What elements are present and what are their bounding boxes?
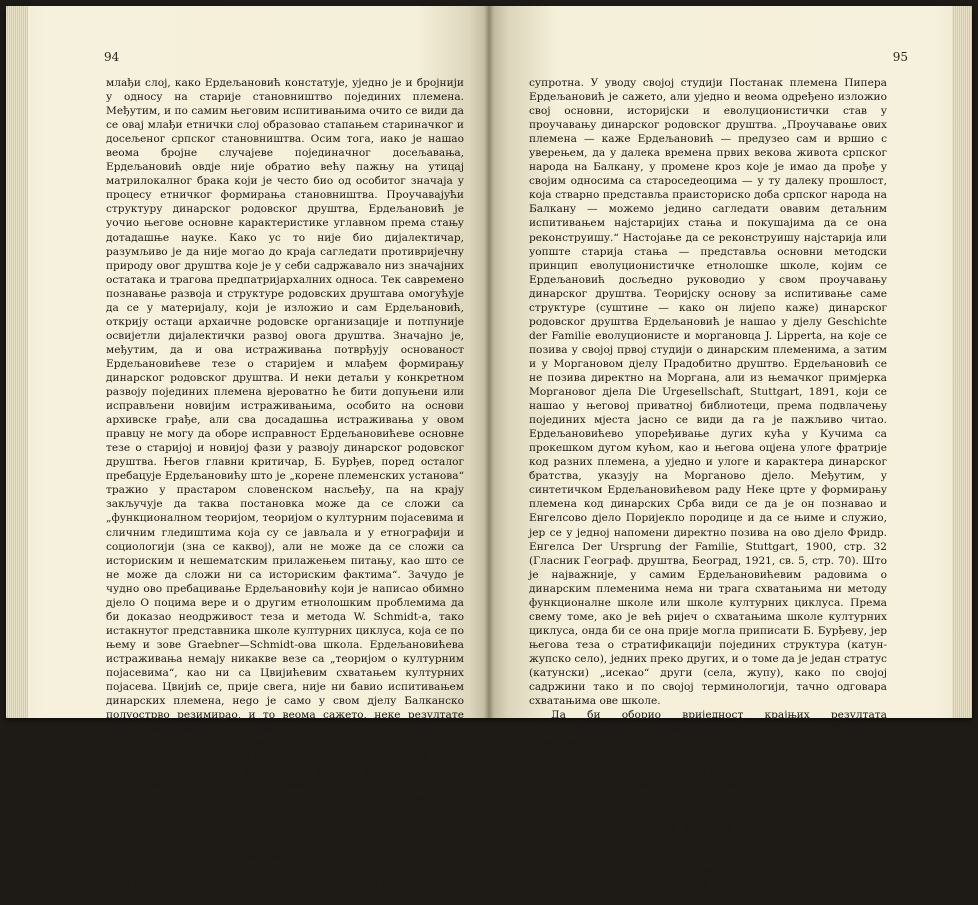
page-edges-left bbox=[6, 6, 28, 718]
paragraph: Да би оборио вриједност крајњих резултата Ердељановићевих истраживања, Бурђев му пребацује и шематичност која је у супротности са историским чињеницама. У ствари, далеко од сваке шеме, вршећи директна испитивања и радећи на обиљу материјала из разних извора, Ердељановић је вршио конкретна историска истраживања, трагајући уједно и за суштином појава и процеса. У томе се битно и разликује Ердељановићев метод од метода Б. Бурђева који је своју шему стратификације и исецања изградио на основи произвољне (у суштини, како и сам признаје, Suffiayeve) интерпретације неколико историографских, заправо архивских података, не водећи при томе рачуна ни о суштини и законитости, ни о стварном развоју динарског bbox=[529, 709, 887, 904]
open-book bbox=[6, 6, 972, 904]
book-gutter bbox=[484, 6, 494, 718]
page-edges-right bbox=[952, 6, 972, 718]
page-number: 94 bbox=[104, 50, 120, 64]
right-page bbox=[489, 6, 972, 904]
page-body-text bbox=[106, 76, 464, 890]
paragraph: супротна. У уводу својој студији Постанак племена Пипера Ердељановић је сажето, али уједно и веома одређено изложио свој основни, историјски и еволуционистички став у проучавању динарског родовског друштва. „Проучавање ових племена — каже Ердељановић — предузео сам и вршио с уверењем, да у далека времена првих векова живота српског народа на Балкану, у промене кроз које је имао да прође у својим односима са староседеоцима — у ту далеку прошлост, која стварно представља праисториско доба српског народа на Балкану — можемо једино сагледати овавим детаљним испитивањем најстаријих стања и покушајима да се она реконструишу.“ Настојање да се реконструишу најстарија или уопште старија стања — представља основни методски принцип еволуционистичке етнолошке школе, којим се Ердељановић досљедно руководио у свом проучавању динарског друштва. Теоријску основу за испитивање саме структуре (суштине — како он лијепо каже) динарског родовског друштва Ердељановић је нашао у дјелу Geschichte der Familie еволуционисте и моргановца J. Lipperta, на које се позива у својој првој студији о динарским племенима, а затим и у Моргановом дјелу Прадобитно друштво. Ердељановић се не позива директно на Моргана, али из њемачког примјерка Моргановог дјела Die Urgesellschaft, Stuttgart, 1891, који се нашао у његовој приватној библиотеци, према подвлачењу појединих мјеста јасно се види да га је пажљиво читао. Ердељановићево упоређивање дугих кућа у Кучима са прокешком дугом кућом, као и његова оцјена улоге фратрије код разних племена, а уједно и улоге и карактера динарског братства, указују на Морганово дјело. Међутим, у синтетичком Ердељановићевом раду Неке црте у формирању племена код динарских Срба види се да је он познавао и Енгелсово дјело Поријекло породице и да се њиме и служио, јер се у једној напомени директно позива на ово дјело Фридр. Енгелса Der Ursprung der Familie, Stuttgart, 1900, стр. 32 (Гласник Географ. друштва, Београд, 1921, св. 5, стр. 70). Што је најважније, у самим Ердељановићевим радовима о динарским племенима нема ни трага схватањима ни методу функционалне школе или школе културних циклуса. Према свему томе, ако је већ ријеч о схватањима школе културних циклуса, онда би се она прије могла приписати Б. Бурђеву, јер његова теза о стратификацији појединих структура (катун-жупско село), једних преко других, и о томе да је један стратус (катунски) „исекао“ други (села, жупу), како по својој садржини тако и по својој терминологији, тачно одговара схватањима ове школе. bbox=[529, 77, 887, 708]
page-number: 95 bbox=[892, 50, 908, 64]
left-page bbox=[6, 6, 489, 890]
page-body-text bbox=[529, 76, 887, 904]
paragraph: млађи слој, како Ердељановић констатује, уједно је и бројнији у односу на старије становништво појединих племена. Међутим, и по самим његовим испитивањима очито се види да се овај млађи етнички слој образовао стапањем стариначког и досељеног српског становништва. Осим тога, иако је нашао веома бројне случајеве појединачног досељавања, Ердељановић овдје није обратио већу пажњу на утицај матрилокалног брака који је често био од особитог значаја у процесу етничког формирања становништва. Проучавајући структуру динарског родовског друштва, Ердељановић је уочио његове основне карактеристике углавном према стању дотадашње науке. Како ус то није био дијалектичар, разумљиво је да није могао до краја сагледати противријечну природу овог друштва које је у себи садржавало низ значајних остатака и трагова предпатријархалних односа. Тек савремено познавање развоја и структуре родовских друштава омогућује да се у материјалу, који је изложио и сам Ердељановић, открију остаци архаичне родовске организације и потпуније освијетли дијалектички развој овога друштва. Значајно је, међутим, да и ова истраживања потврђују основаност Ердељановићеве тезе о старијем и млађем формирању динарског родовског друштва. И неки детаљи у конкретном развоју појединих племена вјероватно ће бити допуњени или исправљени новијим истраживањима, особито на основи архивске грађе, али сва досадашња истраживања у овом правцу не могу да оборе исправност Ердељановићеве основне тезе о старијој и новијој фази у развоју динарског родовског друштва. Његов главни критичар, Б. Бурђев, поред осталог пребацује Ердељановићу што је „корене племенских установа“ тражио у прастаром словенском насљеђу, па на крају закључује да таква постановка може да се сложи са „функционалном теоријом, теоријом о културним појасевима и сличним гледиштима која су се јављала и у етнографији и социологији (зна се каквој), али не може да се сложи са историским и нешематским прилажењем питању, као што се не може да сложи ни са историским фактима“. Зачудо је чудно ово пребацивање Ердељановићу који је написао обимно дјело О поцима вере и о другим етнолошким проблемима да би доказао неодрживост теза и метода W. Schmidt-а, тако истакнутог представника школе културних циклуса, која се по њему и зове Graebner—Schmidt-ова школа. Ердељановићева истраживања немају никакве везе са „теоријом о културним појасевима“, као ни са Цвијићевим схватањем културних појасева. Цвијић се, прије свега, није ни бавио испитивањем динарских племена, нego je само у свом дјелу Балканско полуострво резимирао, и то веома сажето, неке резултате других истраживача, у првом реду самог Ердељановића. А затим, Цвијић је био антропогеограф који се, и поред своје снажне оригиналности, у почетку развијао под утицајем бечке школе F. Ratzel-а, из које ће се касније родити и школа културних циклуса. Ердељановић је по свом развоју и по својим схватањима, напротив, био етнолог еволуционист, а у проучавању динарских племена чак и моргановаш у ужем смислу. Стога, ко и мало познаје схватања и метод антиисторичке функционалне школе може одмах видјети да нема ни трага Ердељановићевих схватања и метод у проучавању динарског родовског друштва немају баш никакве везе ни са функционалном школом, већ да су јој директно bbox=[106, 77, 464, 890]
